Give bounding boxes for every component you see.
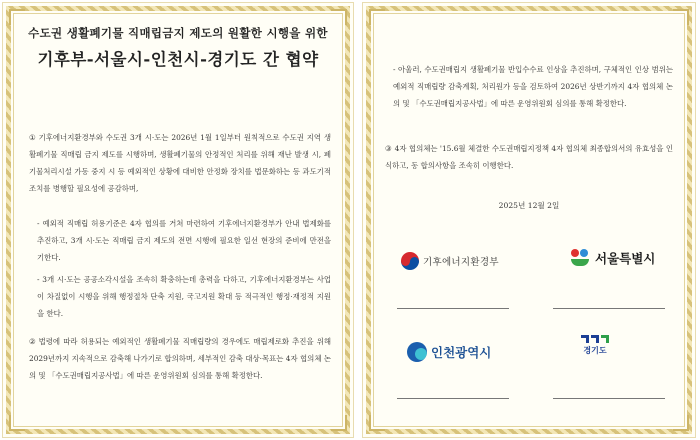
clause-number: ③ bbox=[385, 144, 392, 153]
taegeuk-emblem-icon bbox=[401, 252, 419, 270]
seoul-symbol-icon bbox=[569, 249, 591, 267]
moe-logo-text: 기후에너지환경부 bbox=[423, 257, 499, 268]
agreement-page-2 bbox=[362, 2, 696, 438]
clause-3 bbox=[385, 140, 673, 174]
clause-2 bbox=[29, 333, 331, 384]
seoul-logo-text: 서울특별시 bbox=[595, 251, 656, 266]
agreement-title: 기후부-서울시-인천시-경기도 간 협약 bbox=[37, 50, 319, 69]
clause-1-sub-a bbox=[37, 215, 331, 266]
signing-date: 2025년 12월 2일 bbox=[498, 201, 560, 210]
gyeonggi-symbol-icon bbox=[581, 335, 609, 343]
corner-ornament bbox=[331, 9, 347, 25]
clause-text: - 3개 시·도는 공공소각시설을 조속히 확충하는데 총력을 다하고, 기후에너지환경부는 사업이 차질없이 시행을 위해 행정절차 단축 지원, 국고지원 확대 등 적극적인 행정·재정적 지원을 한다. bbox=[37, 275, 331, 318]
signature-line-incheon bbox=[397, 398, 509, 399]
clause-1-sub-b bbox=[37, 271, 331, 322]
agreement-page-1 bbox=[2, 2, 354, 438]
clause-number: ① bbox=[29, 133, 36, 142]
clause-text: - 예외적 직매립 허용기준은 4자 협의를 거쳐 마련하여 기후에너지환경부가 안내 법제화를 추진하고, 3개 시·도는 직매립 금지 제도의 전면 시행에 필요한 일선 현장의 준비에 만전을 기한다. bbox=[37, 219, 331, 262]
clause-number: ② bbox=[29, 337, 36, 346]
corner-ornament bbox=[9, 415, 25, 431]
clause-1 bbox=[29, 129, 331, 197]
clause-2-sub bbox=[393, 61, 673, 112]
clause-text: 법령에 따라 허용되는 예외적인 생활폐기물 직매립량의 경우에도 매립제로화 추진을 위해 2029년까지 지속적으로 감축해 나가기로 합의하며, 세부적인 감축 대상·목표는 4자 협의체 논의 및 「수도권매립지공사법」에 따른 운영위원회 심의를 통해 확정한다. bbox=[29, 337, 331, 380]
gyeonggi-logo-text: 경기도 bbox=[583, 346, 607, 355]
clause-text: 기후에너지환경부와 수도권 3개 시·도는 2026년 1월 1일부터 원칙적으로 수도권 지역 생활폐기물 직매립 금지 제도를 시행하며, 생활폐기물의 안정적인 처리를 위해 재난 발생 시, 폐기물처리시설 가동 중지 시 등 예외적인 상황에 대비한 안정화 장치를 법문화하는 등 과도기적 조치를 병행할 필요성에 공감하며, bbox=[29, 133, 331, 193]
incheon-symbol-icon bbox=[407, 342, 427, 362]
signature-line-gyeonggi bbox=[553, 398, 665, 399]
signature-line-moe bbox=[397, 308, 509, 309]
incheon-logo bbox=[407, 342, 491, 362]
corner-ornament bbox=[331, 415, 347, 431]
agreement-subtitle: 수도권 생활폐기물 직매립금지 제도의 원활한 시행을 위한 bbox=[28, 26, 328, 40]
clause-text: - 아울러, 수도권매립지 생활폐기물 반입수수료 인상을 추진하며, 구체적인 인상 범위는 예외적 직매립량 감축계획, 처리원가 등을 검토하여 2026년 상반기까지 4자 협의체 논의 및 「수도권매립지공사법」에 따른 운영위원회 심의를 통해 확정한다. bbox=[393, 65, 673, 108]
seoul-logo bbox=[569, 249, 655, 267]
incheon-logo-text: 인천광역시 bbox=[431, 345, 492, 360]
signature-line-seoul bbox=[553, 308, 665, 309]
corner-ornament bbox=[673, 415, 689, 431]
corner-ornament bbox=[9, 9, 25, 25]
corner-ornament bbox=[369, 415, 385, 431]
corner-ornament bbox=[369, 9, 385, 25]
corner-ornament bbox=[673, 9, 689, 25]
clause-text: 4자 협의체는 '15.6월 체결한 수도권매립지정책 4자 협의체 최종합의서의 유효성을 인식하고, 동 합의사항을 조속히 이행한다. bbox=[385, 144, 673, 170]
moe-logo bbox=[401, 252, 499, 270]
gyeonggi-logo bbox=[581, 335, 609, 356]
